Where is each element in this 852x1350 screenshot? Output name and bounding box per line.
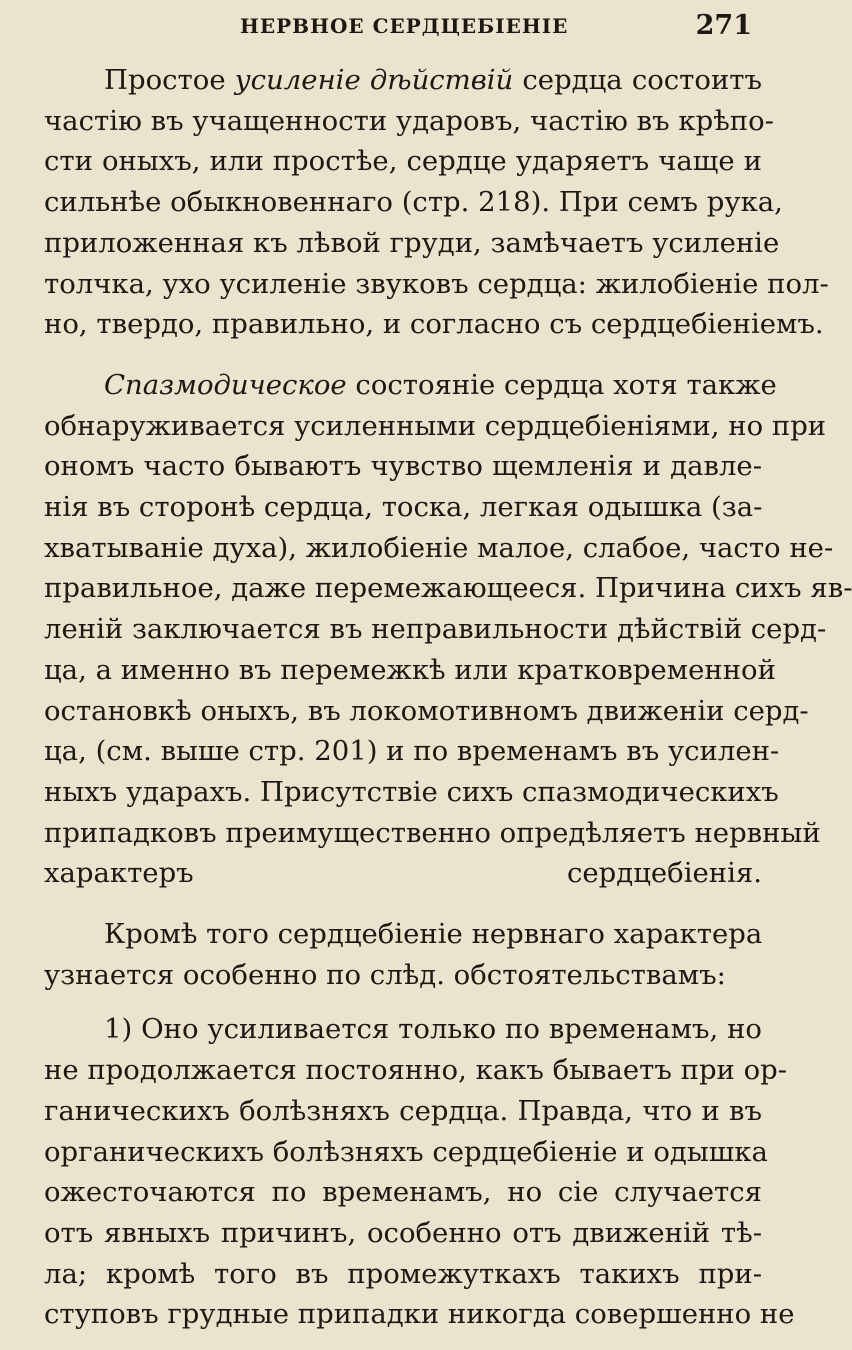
text-line: нія въ сторонѣ сердца, тоска, легкая одышка (за- — [44, 491, 763, 524]
page-header — [0, 10, 822, 44]
text-line: сильнѣе обыкновеннаго (стр. 218). При семъ рука, — [44, 186, 783, 219]
text-line: правильное, даже перемежающееся. Причина сихъ яв- — [44, 572, 852, 605]
text-line: ныхъ ударахъ. Присутствіе сихъ спазмодическихъ — [44, 775, 779, 808]
text-line: леній заключается въ неправильности дѣйствій серд- — [44, 613, 827, 646]
text-line: хватываніе духа), жилобіеніе малое, слабое, часто не- — [44, 531, 834, 564]
text-line: ступовъ грудные припадки никогда совершенно не — [44, 1298, 795, 1331]
text-line: Кромѣ того сердцебіеніе нервнаго характера — [104, 918, 763, 951]
text-line: толчка, ухо усиленіе звуковъ сердца: жилобіеніе пол- — [44, 267, 829, 300]
text-line: но, твердо, правильно, и согласно съ сердцебіеніемъ. — [44, 308, 824, 341]
text-line: остановкѣ оныхъ, въ локомотивномъ движеніи серд- — [44, 694, 809, 727]
text-line: ца, (см. выше стр. 201) и по временамъ въ усилен- — [44, 735, 780, 768]
running-head: НЕРВНОЕ СЕРДЦЕБІЕНІЕ — [240, 14, 569, 38]
text-line: отъ явныхъ причинъ, особенно отъ движеній тѣ- — [44, 1216, 762, 1249]
text-line: частію въ учащенности ударовъ, частію въ крѣпо- — [44, 104, 774, 137]
paragraph — [44, 365, 852, 894]
text-line: 1) Оно усиливается только по временамъ, но — [104, 1013, 762, 1046]
text-line: ла; кромѣ того въ промежуткахъ такихъ при- — [44, 1257, 762, 1290]
text-line: ожесточаются по временамъ, но сіе случается — [44, 1176, 762, 1209]
text-line: приложенная къ лѣвой груди, замѣчаетъ усиленіе — [44, 226, 780, 259]
text-line: сти оныхъ, или простѣе, сердце ударяетъ чаще и — [44, 145, 762, 178]
text-line: ца, а именно въ перемежкѣ или кратковременной — [44, 653, 776, 686]
text-line: узнается особенно по слѣд. обстоятельствамъ: — [44, 958, 726, 991]
page-number: 271 — [695, 10, 752, 41]
emphasis: усиленіе дѣйствій — [234, 64, 514, 96]
paragraph — [44, 60, 829, 345]
text-line: припадковъ преимущественно опредѣляетъ нервный — [44, 816, 821, 849]
emphasis: Спазмодическое — [104, 368, 347, 401]
paragraph — [44, 1009, 795, 1335]
text-line: Простое усиленіе дѣйствій сердца состоитъ — [104, 64, 762, 96]
text-line: Спазмодическое состояніе сердца хотя также — [104, 368, 777, 401]
text-line: органическихъ болѣзняхъ сердцебіеніе и одышка — [44, 1135, 768, 1168]
paragraph — [44, 914, 762, 995]
text-line: не продолжается постоянно, какъ бываетъ при ор- — [44, 1054, 788, 1087]
text-line: обнаруживается усиленными сердцебіеніями, но при — [44, 409, 827, 442]
body-text — [44, 60, 852, 1335]
text-line: ономъ часто бываютъ чувство щемленія и давле- — [44, 450, 762, 483]
text-line: ганическихъ болѣзняхъ сердца. Правда, что и въ — [44, 1094, 762, 1127]
text-line: характеръ сердцебіенія. — [44, 857, 762, 890]
